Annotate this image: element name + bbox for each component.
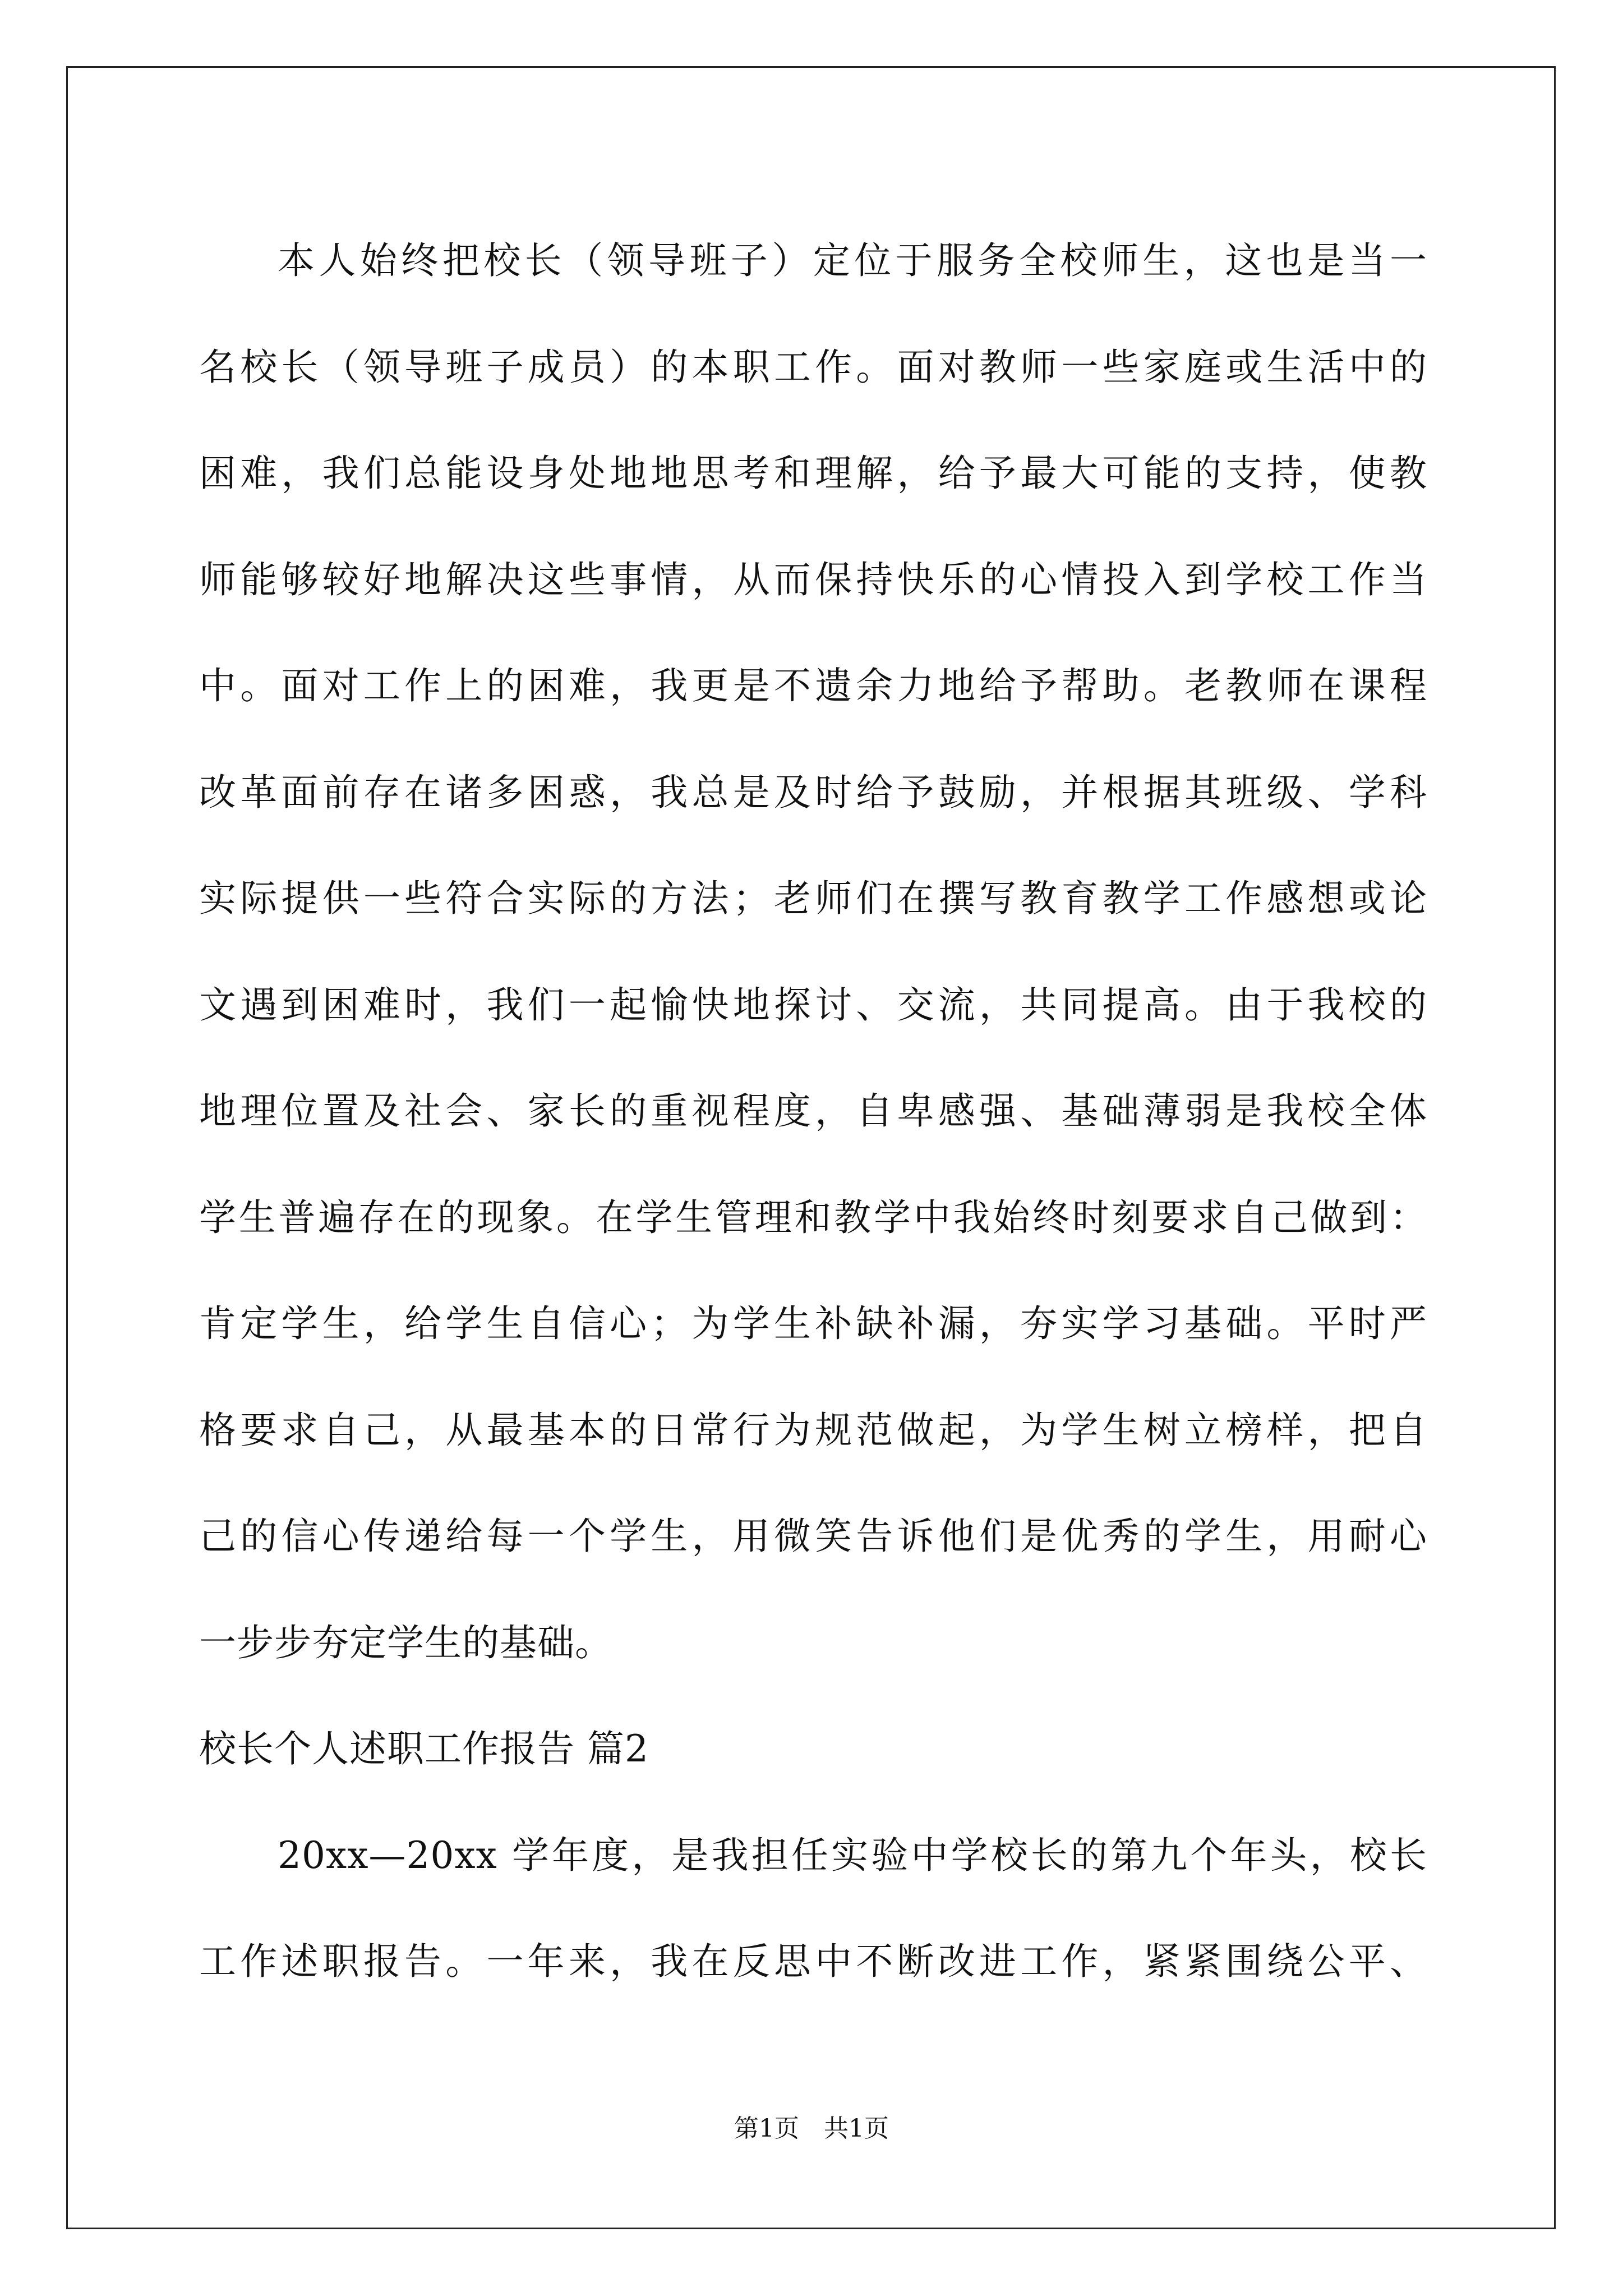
text-line: 实际提供一些符合实际的方法；老师们在撰写教育教学工作感想或论 (199, 877, 1427, 920)
text-line: 困难，我们总能设身处地地思考和理解，给予最大可能的支持，使教 (199, 452, 1427, 495)
text-line: 己的信心传递给每一个学生，用微笑告诉他们是优秀的学生，用耐心 (199, 1515, 1427, 1558)
document-body (199, 208, 1427, 2015)
text-line: 师能够较好地解决这些事情，从而保持快乐的心情投入到学校工作当 (199, 558, 1427, 601)
text-line: 名校长（领导班子成员）的本职工作。面对教师一些家庭或生活中的 (199, 345, 1427, 389)
text-line: 学生普遍存在的现象。在学生管理和教学中我始终时刻要求自己做到： (199, 1195, 1427, 1239)
paragraph-1 (199, 208, 1427, 1696)
text-line: 文遇到困难时，我们一起愉快地探讨、交流，共同提高。由于我校的 (199, 983, 1427, 1027)
section-heading-block (199, 1696, 1427, 1802)
text-line: 一步步夯定学生的基础。 (199, 1621, 612, 1664)
text-line: 工作述职报告。一年来，我在反思中不断改进工作，紧紧围绕公平、 (199, 1940, 1427, 1983)
text-line: 肯定学生，给学生自信心；为学生补缺补漏，夯实学习基础。平时严 (199, 1302, 1427, 1345)
paragraph-2 (199, 1802, 1427, 2015)
section-heading: 校长个人述职工作报告 篇2 (199, 1727, 649, 1770)
text-line: 地理位置及社会、家长的重视程度，自卑感强、基础薄弱是我校全体 (199, 1089, 1427, 1133)
page-footer: 第1页 共1页 (734, 2114, 889, 2143)
text-line: 本人始终把校长（领导班子）定位于服务全校师生，这也是当一 (278, 239, 1427, 282)
text-line: 格要求自己，从最基本的日常行为规范做起，为学生树立榜样，把自 (199, 1408, 1427, 1452)
text-line: 改革面前存在诸多困惑，我总是及时给予鼓励，并根据其班级、学科 (199, 770, 1427, 814)
text-line: 20xx—20xx 学年度，是我担任实验中学校长的第九个年头，校长 (278, 1833, 1427, 1877)
text-line: 中。面对工作上的困难，我更是不遗余力地给予帮助。老教师在课程 (199, 664, 1427, 707)
